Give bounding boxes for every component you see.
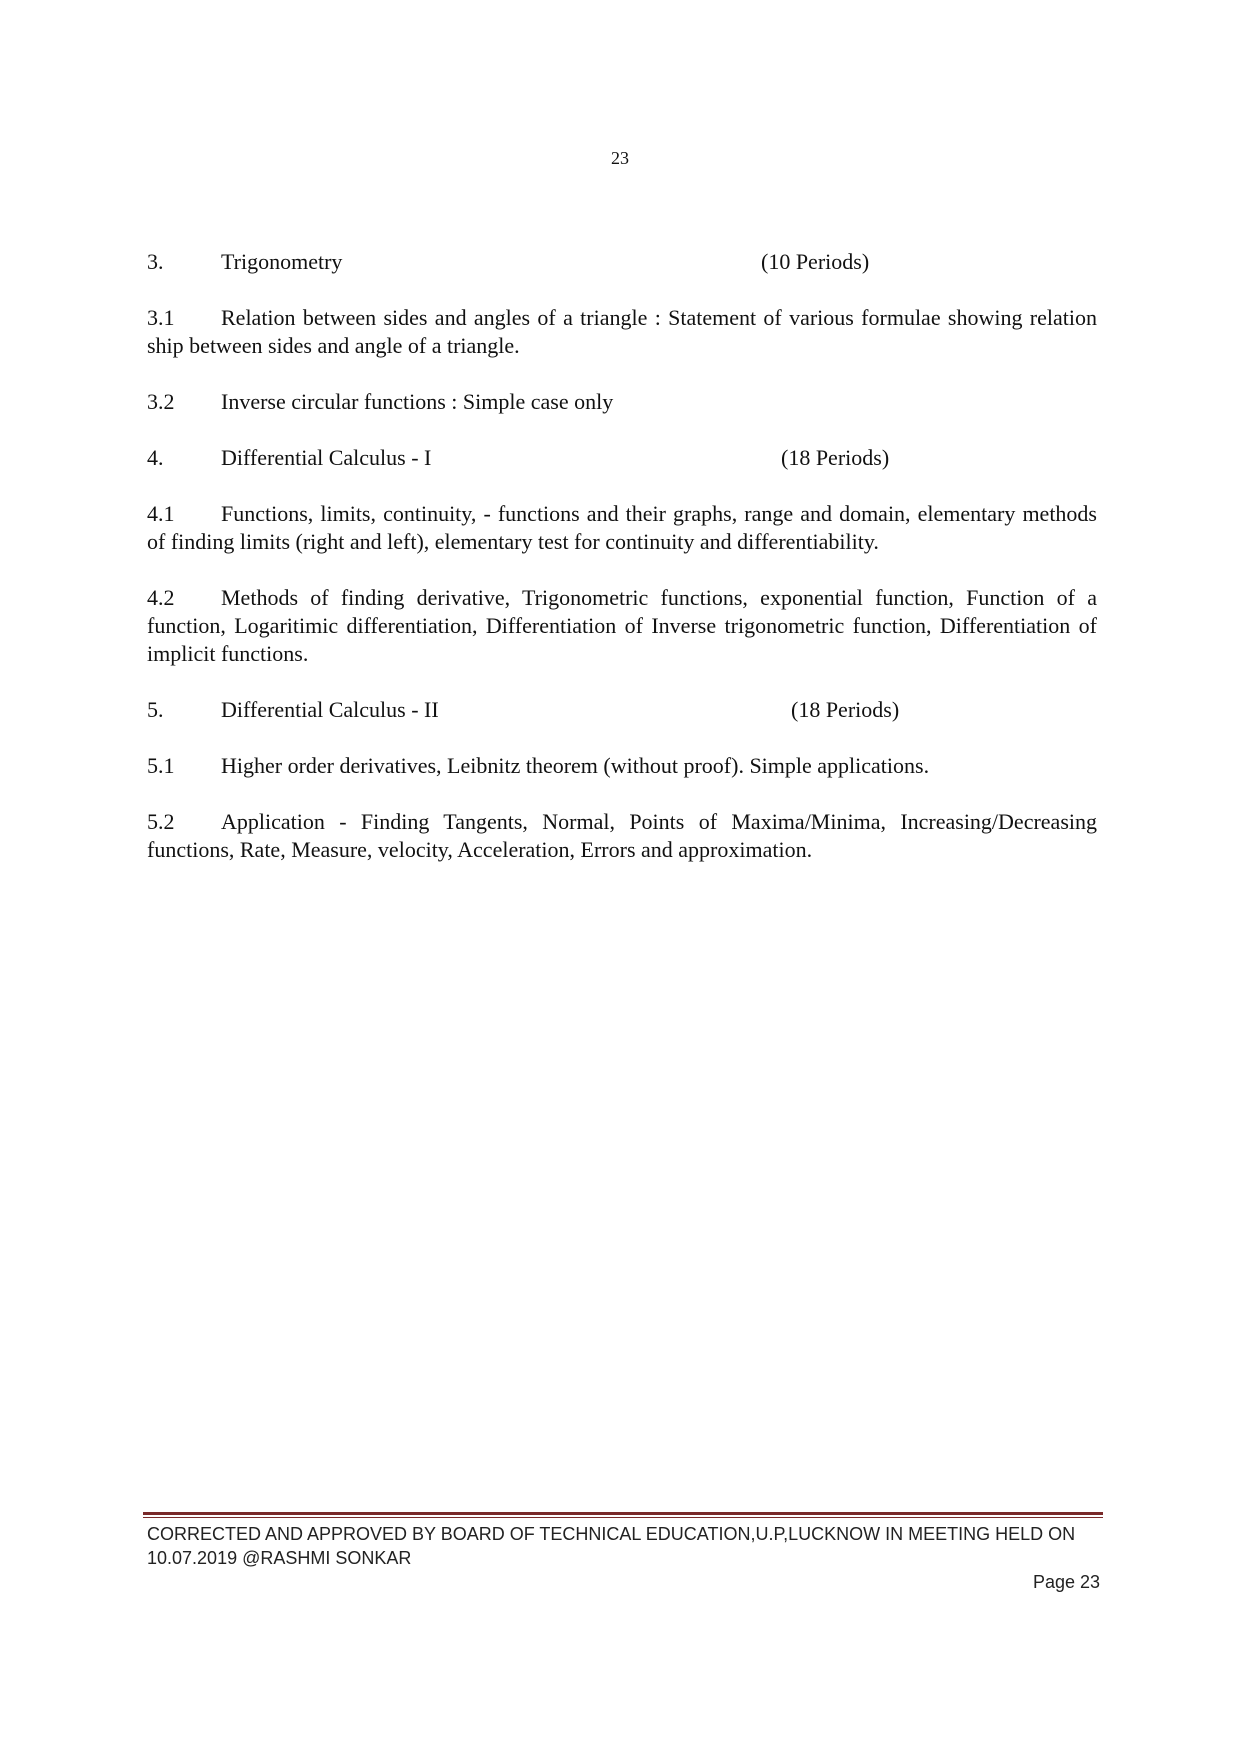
section-periods: (10 Periods)	[761, 249, 870, 274]
footer-page-label: Page 23	[1032, 1572, 1100, 1592]
syllabus-content	[147, 248, 1097, 892]
subsection-text: Inverse circular functions : Simple case only	[221, 389, 614, 414]
section-4-heading	[147, 444, 1097, 472]
subsection-text: Higher order derivatives, Leibnitz theorem (without proof). Simple applications.	[221, 753, 930, 778]
section-5-heading	[147, 696, 1097, 724]
section-number: 4.	[147, 445, 164, 470]
section-title: Differential Calculus - I	[221, 445, 432, 470]
subsection-text: Functions, limits, continuity, - functions and their graphs, range and domain, elementary methods of finding limits (right and left), elementary test for continuity and differentiability.	[147, 501, 1097, 554]
section-number: 3.	[147, 249, 164, 274]
section-3-heading	[147, 248, 1097, 276]
footer-divider-thin	[143, 1517, 1103, 1518]
footer-divider	[143, 1512, 1103, 1515]
page-number-top: 23	[611, 148, 629, 168]
section-number: 5.	[147, 697, 164, 722]
footer-approval-line-2: 10.07.2019 @RASHMI SONKAR	[147, 1548, 412, 1568]
subsection-text: Methods of finding derivative, Trigonometric functions, exponential function, Function of a function, Logaritimic differentiation, Differentiation of Inverse trigonometric function, Differentiation of implicit functions.	[147, 585, 1097, 666]
subsection-number: 4.2	[147, 585, 175, 610]
footer-approval-line-1: CORRECTED AND APPROVED BY BOARD OF TECHNICAL EDUCATION,U.P,LUCKNOW IN MEETING HELD ON	[147, 1524, 1076, 1544]
subsection-number: 3.1	[147, 305, 175, 330]
footer-approval-note	[147, 1522, 1097, 1570]
subsection-3-2	[147, 388, 1097, 416]
subsection-4-2	[147, 584, 1097, 668]
subsection-number: 5.1	[147, 753, 175, 778]
subsection-number: 5.2	[147, 809, 175, 834]
section-title: Trigonometry	[221, 249, 343, 274]
section-periods: (18 Periods)	[791, 697, 900, 722]
subsection-number: 3.2	[147, 389, 175, 414]
subsection-5-1	[147, 752, 1097, 780]
subsection-number: 4.1	[147, 501, 175, 526]
subsection-5-2	[147, 808, 1097, 864]
subsection-text: Relation between sides and angles of a triangle : Statement of various formulae showing relation ship between sides and angle of a triangle.	[147, 305, 1097, 358]
subsection-4-1	[147, 500, 1097, 556]
subsection-text: Application - Finding Tangents, Normal, Points of Maxima/Minima, Increasing/Decreasing functions, Rate, Measure, velocity, Acceleration, Errors and approximation.	[147, 809, 1097, 862]
subsection-3-1	[147, 304, 1097, 360]
section-title: Differential Calculus - II	[221, 697, 439, 722]
section-periods: (18 Periods)	[781, 445, 890, 470]
